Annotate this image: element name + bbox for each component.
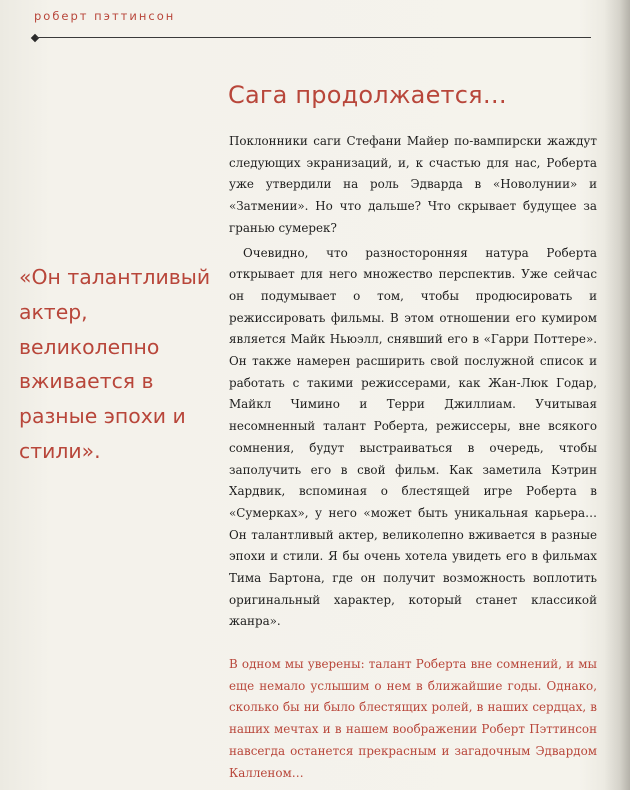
page-gutter-shadow [604, 0, 630, 790]
body-paragraph: Очевидно, что разносторонняя натура Роберта открывает для него множество перспектив. Уже сейчас он подумывает о том, чтобы продюсировать и режиссировать фильмы. В этом отношении его кумиром является Майк Ньюэлл, снявший его в «Гарри Поттере». Он также намерен расширить свой послужной список и работать с такими режиссерами, как Жан-Люк Годар, Майкл Чимино и Терри Джиллиам. Учитывая несомненный талант Роберта, режиссеры, вне всякого сомнения, будут выстраиваться в очередь, чтобы заполучить его в свой фильм. Как заметила Кэтрин Хардвик, вспоминая о блестящей игре Роберта в «Сумерках», у него «может быть уникальная карьера… Он талантливый актер, великолепно вживается в разные эпохи и стили. Я бы очень хотела увидеть его в фильмах Тима Бартона, где он получит возможность воплотить оригинальный характер, который станет классикой жанра». [229, 245, 597, 629]
running-head: роберт пэттинсон [34, 9, 176, 23]
article-body [229, 131, 597, 633]
closing-paragraph [229, 654, 597, 784]
header-rule [36, 37, 591, 38]
pull-quote [19, 260, 211, 469]
closing-text: В одном мы уверены: талант Роберта вне сомнений, и мы еще немало услышим о нем в ближайшие годы. Однако, сколько бы ни было блестящих ролей, в наших сердцах, в наших мечтах и в нашем воображении Роберт Пэттинсон навсегда останется прекрасным и загадочным Эдвардом Калленом… [229, 657, 597, 780]
body-paragraph: Поклонники саги Стефани Майер по-вампирски жаждут следующих экранизаций, и, к счастью для нас, Роберта уже утвердили на роль Эдварда в «Новолунии» и «Затмении». Но что дальше? Что скрывает будущее за гранью сумерек? [229, 134, 597, 235]
pull-quote-text: «Он талантливый актер, великолепно вживается в разные эпохи и стили». [19, 265, 211, 463]
article-title: Сага продолжается… [228, 81, 507, 109]
